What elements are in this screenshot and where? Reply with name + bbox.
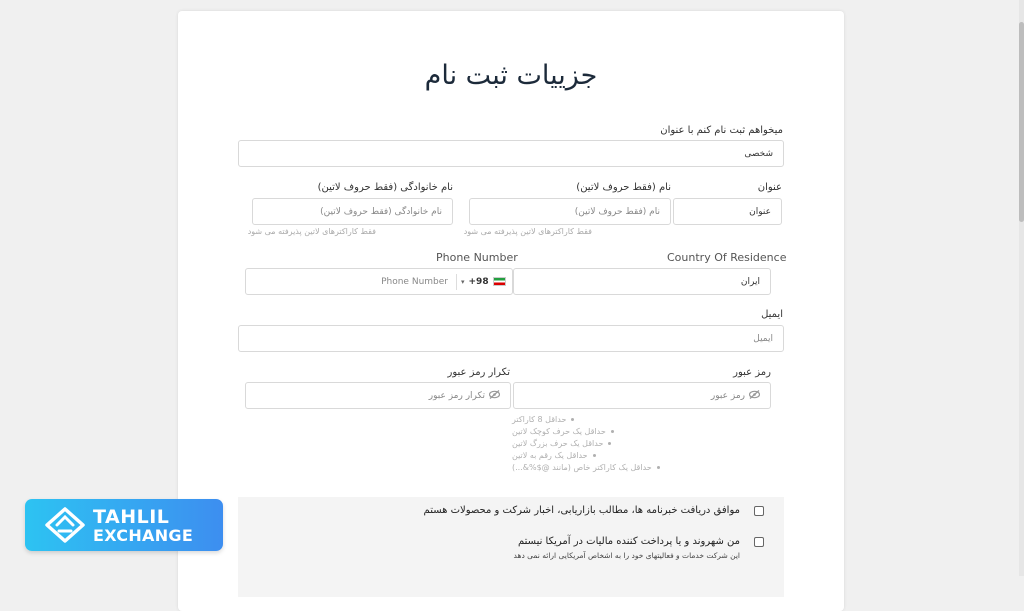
email-input[interactable] [238,325,784,352]
honorific-label: عنوان [757,182,782,193]
password-rule: حداقل 8 کاراکتر [512,415,712,427]
password-confirm-label: تکرار رمز عبور [447,367,510,378]
email-label: ایمیل [761,309,783,320]
country-value: ایران [740,276,760,287]
phone-prefix-value: +98 [468,276,489,287]
registration-type-label: میخواهم ثبت نام کنم با عنوان [660,125,783,136]
us-taxpayer-note: این شرکت خدمات و فعالیتهای خود را به اشخاص آمریکایی ارائه نمی دهد [513,551,740,560]
honorific-select[interactable] [673,198,782,225]
password-rule: حداقل یک رقم به لاتین [512,451,712,463]
country-select[interactable] [513,268,771,295]
exchange-logo-icon [41,506,89,544]
logo-text-line2: EXCHANGE [93,526,194,545]
password-confirm-placeholder: تکرار رمز عبور [428,390,485,401]
eye-slash-icon[interactable] [489,390,500,402]
logo-text-line1: TAHLIL [93,506,170,528]
phone-country-code-select[interactable] [456,268,512,295]
us-taxpayer-checkbox[interactable] [754,537,764,547]
last-name-hint: فقط کاراکترهای لاتین پذیرفته می شود [247,227,376,236]
iran-flag-icon [493,277,506,286]
first-name-input[interactable] [469,198,671,225]
newsletter-checkbox[interactable] [754,506,764,516]
password-label: رمز عبور [733,367,771,378]
registration-type-value: شخصی [744,148,773,159]
last-name-placeholder: نام خانوادگی (فقط حروف لاتین) [320,206,442,217]
tahlil-exchange-logo [25,499,223,551]
country-label: Country Of Residence [667,251,787,264]
last-name-label: نام خانوادگی (فقط حروف لاتین) [317,182,453,193]
us-taxpayer-consent-label: من شهروند و یا پرداخت کننده مالیات در آمریکا نیستم [517,536,740,547]
phone-placeholder: Phone Number [381,276,448,287]
eye-slash-icon[interactable] [749,390,760,402]
scrollbar-thumb[interactable] [1019,22,1024,222]
phone-label: Phone Number [436,251,518,264]
page-title: جزییات ثبت نام [424,60,598,91]
registration-type-select[interactable] [238,140,784,167]
chevron-down-icon: ▾ [461,277,465,286]
first-name-hint: فقط کاراکترهای لاتین پذیرفته می شود [463,227,592,236]
password-rule: حداقل یک حرف کوچک لاتین [512,427,712,439]
password-confirm-input[interactable] [245,382,511,409]
first-name-label: نام (فقط حروف لاتین) [576,182,671,193]
phone-divider [456,274,457,290]
password-placeholder: رمز عبور [710,390,745,401]
password-rules-list [512,415,712,475]
honorific-value: عنوان [749,206,771,217]
first-name-placeholder: نام (فقط حروف لاتین) [574,206,660,217]
last-name-input[interactable] [252,198,453,225]
password-rule: حداقل یک حرف بزرگ لاتین [512,439,712,451]
newsletter-consent-label: موافق دریافت خبرنامه ها، مطالب بازاریابی، اخبار شرکت و محصولات هستم [423,505,740,516]
password-input[interactable] [513,382,771,409]
email-placeholder: ایمیل [753,333,773,344]
password-rule: حداقل یک کاراکتر خاص (مانند @$%&...) [512,463,712,475]
